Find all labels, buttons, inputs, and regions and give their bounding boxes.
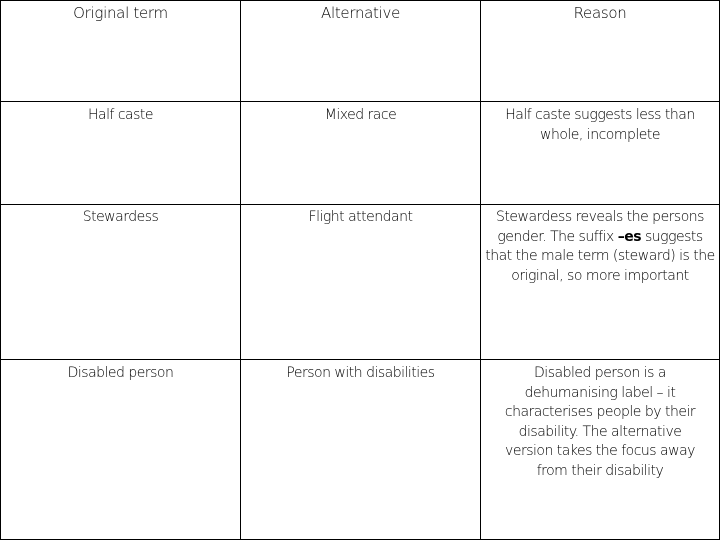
cell-alternative (241, 106, 480, 126)
column-divider (240, 0, 241, 540)
header-alternative (241, 4, 480, 24)
table-cell-text: Mixed race (324, 107, 397, 123)
cell-alternative (241, 208, 480, 228)
row-divider (0, 359, 720, 360)
cell-reason (481, 208, 719, 286)
cell-alternative (241, 364, 480, 384)
table-cell-text: Half caste suggests less than whole, incomplete (505, 107, 695, 143)
row-divider (0, 204, 720, 205)
table-cell-text: suggests that the male term (steward) is the original, so more important (485, 228, 715, 284)
row-divider (0, 101, 720, 102)
header-reason (481, 4, 719, 24)
cell-original-term (1, 364, 240, 384)
table-cell-text: Flight attendant (308, 209, 413, 225)
header-label: Alternative (321, 4, 400, 22)
cell-original-term (1, 208, 240, 228)
table-border-left (0, 0, 1, 540)
table-cell-text: Disabled person is a dehumanising label – it characterises people by their disability. The alternative version takes the focus away from their disability (504, 365, 696, 479)
table-cell-text: Stewardess reveals the persons gender. The suffix (496, 209, 704, 245)
table-cell-text: Disabled person (67, 365, 174, 381)
table-cell-text: Stewardess (82, 209, 159, 225)
header-label: Original term (73, 4, 168, 22)
header-label: Reason (573, 4, 627, 22)
header-original-term (1, 4, 240, 24)
table-cell-text: Half caste (87, 107, 154, 123)
cell-reason (481, 106, 719, 145)
suffix-emphasis: –es (617, 228, 642, 245)
table-cell-text: Person with disabilities (286, 365, 435, 381)
table-border-top (0, 0, 720, 1)
cell-reason (481, 364, 719, 481)
cell-original-term (1, 106, 240, 126)
